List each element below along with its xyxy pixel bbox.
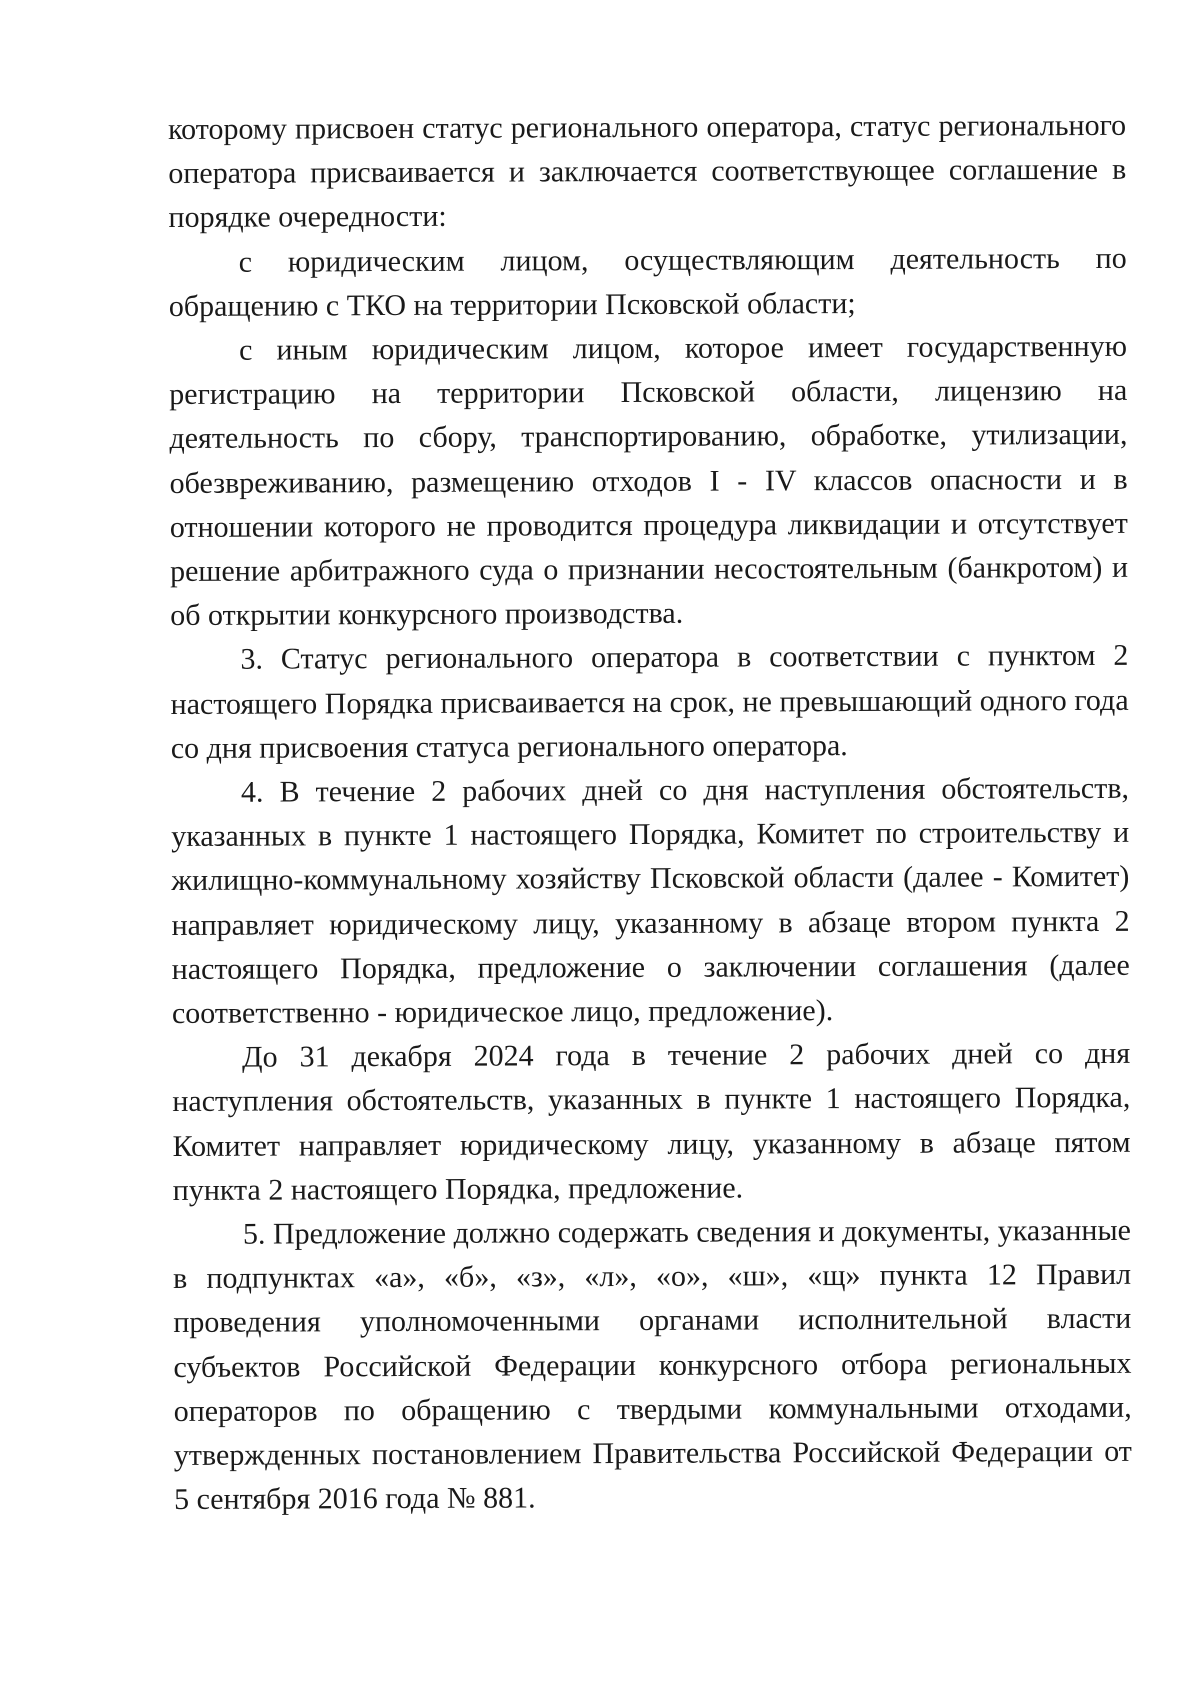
- paragraph-option-1: с юридическим лицом, осуществляющим деятельность по обращению с ТКО на территории Псковской области;: [168, 241, 1127, 323]
- paragraph-clause-4-deadline: До 31 декабря 2024 года в течение 2 рабочих дней со дня наступления обстоятельств, указанных в пункте 1 настоящего Порядка, Комитет направляет юридическому лицу, указанному в абзаце пятом пункта 2 настоящего Порядка, предложение.: [172, 1037, 1131, 1207]
- paragraph-clause-4: 4. В течение 2 рабочих дней со дня наступления обстоятельств, указанных в пункте 1 настоящего Порядка, Комитет по строительству и жилищно-коммунальному хозяйству Псковской области (далее - Комитет) направляет юридическому лицу, указанному в абзаце втором пункта 2 настоящего Порядка, предложение о заключении соглашения (далее соответственно - юридическое лицо, предложение).: [171, 771, 1130, 1031]
- paragraph-clause-5: 5. Предложение должно содержать сведения и документы, указанные в подпунктах «а», «б», «з», «л», «о», «ш», «щ» пункта 12 Правил проведения уполномоченными органами исполнительной власти субъектов Российской Федерации конкурсного отбора региональных операторов по обращению с твердыми коммунальными отходами, утвержденных постановлением Правительства Российской Федерации от 5 сентября 2016 года № 881.: [173, 1213, 1132, 1517]
- document-body: [168, 104, 1132, 1523]
- paragraph-clause-3: 3. Статус регионального оператора в соответствии с пунктом 2 настоящего Порядка присваивается на срок, не превышающий одного года со дня присвоения статуса регионального оператора.: [170, 639, 1129, 765]
- paragraph-continuation: которому присвоен статус регионального оператора, статус регионального оператора присваивается и заключается соответствующее соглашение в порядке очередности:: [168, 108, 1127, 235]
- paragraph-option-2: с иным юридическим лицом, которое имеет государственную регистрацию на территории Псковской области, лицензию на деятельность по сбору, транспортированию, обработке, утилизации, обезвреживанию, размещению отходов I - IV классов опасности и в отношении которого не проводится процедура ликвидации и отсутствует решение арбитражного суда о признании несостоятельным (банкротом) и об открытии конкурсного производства.: [169, 329, 1129, 633]
